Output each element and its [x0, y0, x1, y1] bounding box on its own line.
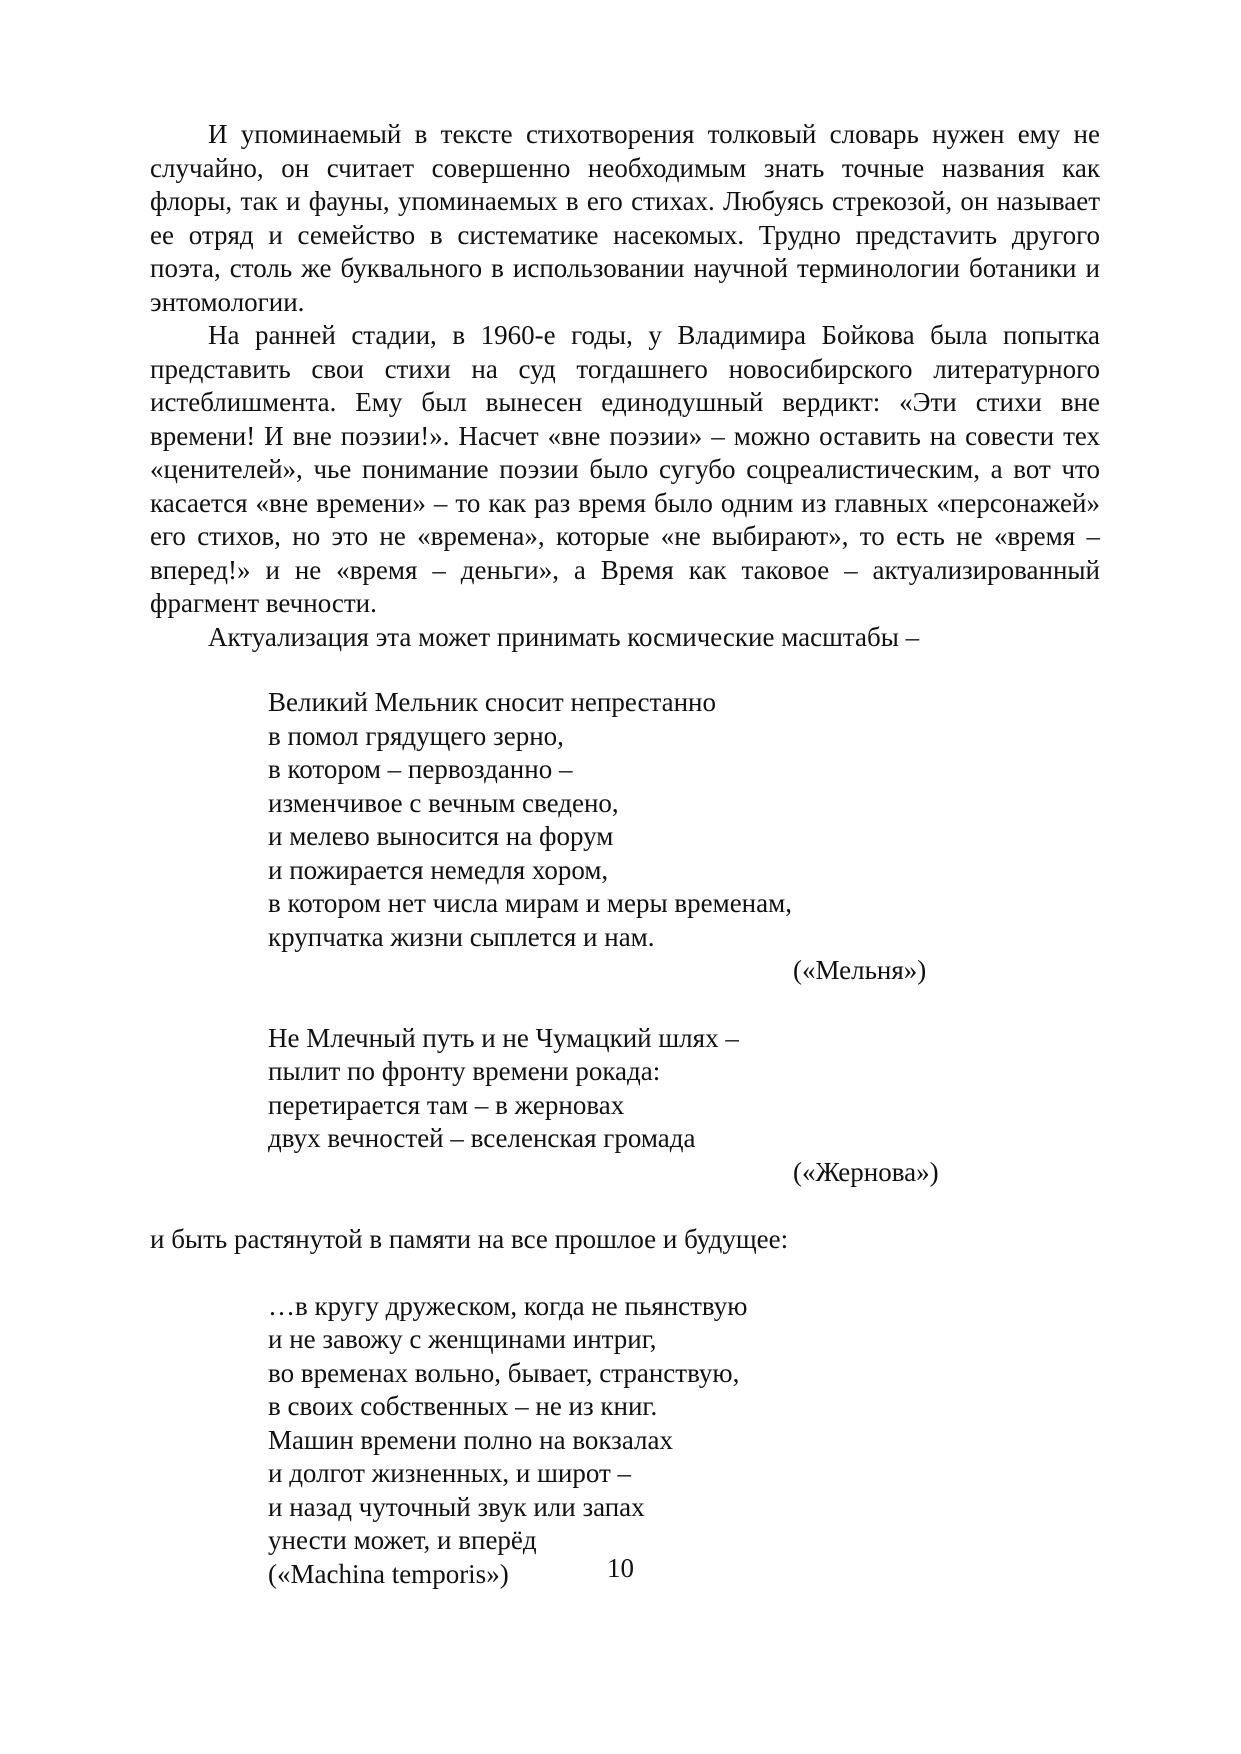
- poem-line: пылит по фронту времени рокада:: [268, 1056, 661, 1086]
- poem-line: …в кругу дружеском, когда не пьянствую: [268, 1290, 748, 1321]
- poem-line: и пожирается немедля хором,: [268, 854, 609, 885]
- poem-line: перетирается там – в жерновах: [268, 1089, 625, 1120]
- poem-line: и долгот жизненных, и широт –: [268, 1458, 632, 1488]
- poem-line: унести может, и вперёд: [268, 1525, 537, 1555]
- page-body: [150, 118, 1100, 1591]
- poem-line: в своих собственных – не из книг.: [268, 1391, 658, 1421]
- poem-line: крупчатка жизни сыплется и нам.: [268, 921, 655, 952]
- poem-line: изменчивое с вечным сведено,: [268, 787, 619, 818]
- poem-line: во временах вольно, бывает, странствую,: [268, 1357, 740, 1388]
- paragraph-verdict: На ранней стадии, в 1960-е годы, у Владимира Бойкова была попытка представить свои стихи на суд тогдашнего новосибирского литературного истеблишмента. Ему был вынесен единодушный вердикт: «Эти стихи вне времени! И вне поэзии!». Насчет «вне поэзии» – можно оставить на совести тех «ценителей», чье понимание поэзии было сугубо соцреалистическим, а вот что касается «вне времени» – то как раз время было одним из главных «персонажей» его стихов, но это не «времена», которые «не выбирают», то есть не «время – вперед!» и не «время – деньги», а Время как таковое – актуализированный фрагмент вечности.: [150, 320, 1100, 618]
- poem-line: в помол грядущего зерно,: [268, 720, 564, 751]
- poem-melnya: [150, 686, 1088, 988]
- poem-source: («Жернова»): [793, 1156, 939, 1187]
- poem-line: Машин времени полно на вокзалах: [268, 1424, 673, 1455]
- paragraph-memory: и быть растянутой в памяти на все прошлое и будущее:: [150, 1224, 789, 1254]
- poem-zhernova: [150, 1022, 1088, 1190]
- poem-source: («Machina temporis»): [268, 1558, 509, 1589]
- poem-line: двух вечностей – вселенская громада: [268, 1123, 696, 1153]
- poem-line: Великий Мельник сносит непрестанно: [268, 687, 716, 717]
- poem-line: и мелево выносится на форум: [268, 821, 614, 851]
- poem-source: («Мельня»): [793, 955, 927, 985]
- paragraph-dictionary: И упоминаемый в тексте стихотворения толковый словарь нужен ему не случайно, он считает совершенно необходимым знать точные названия как флоры, так и фауны, упоминаемых в его стихах. Любуясь стрекозой, он называет ее отряд и семейство в систематике насекомых. Трудно предстаvить другого поэта, столь же буквального в использовании научной терминологии ботаники и энтомологии.: [150, 119, 1100, 317]
- poem-line: и не завожу с женщинами интриг,: [268, 1324, 657, 1354]
- poem-line: и назад чуточный звук или запах: [268, 1491, 645, 1522]
- poem-machina-temporis: [150, 1290, 1088, 1592]
- page-number: 10: [607, 1553, 634, 1583]
- poem-line: Не Млечный путь и не Чумацкий шлях –: [268, 1022, 739, 1053]
- paragraph-actualization: Актуализация эта может принимать космические масштабы –: [208, 621, 920, 652]
- poem-line: в котором – первозданно –: [268, 754, 573, 784]
- poem-line: в котором нет числа мирам и меры временам,: [268, 888, 792, 918]
